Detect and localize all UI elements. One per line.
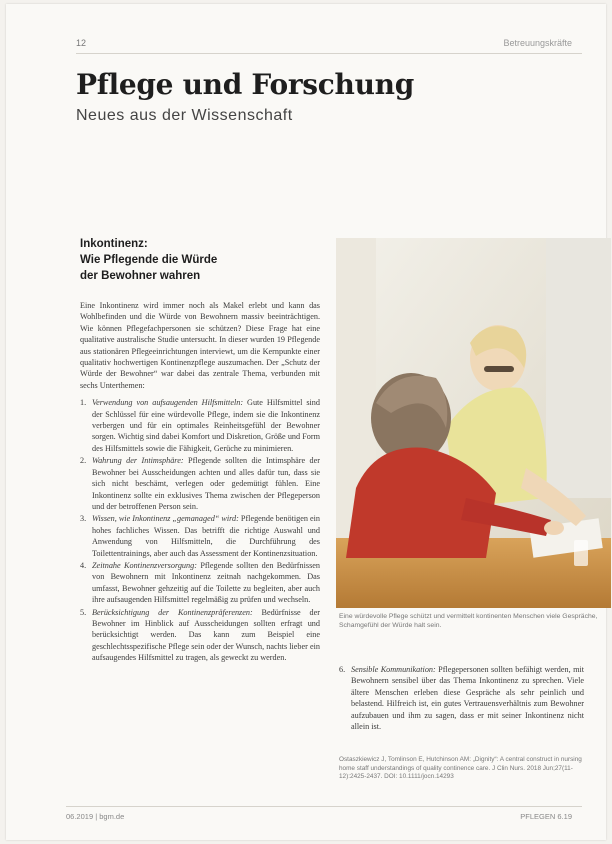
list-item: 5. Berücksichtigung der Kontinenzpräferenzen: Bedürfnisse der Bewohner im Hinblick auf Ausscheidungen sollten erfragt und berücksichtigt werden. Das kann zum Beispiel eine geschlechtsspezifische Pflege sein oder der Wunsch, nachts lieber ein aufsaugendes Hilfsmittel zu tragen, als geweckt zu werden.: [80, 607, 320, 663]
list-item: 2. Wahrung der Intimsphäre: Pflegende sollten die Intimsphäre der Bewohner bei Ausscheidungen achten und alles dafür tun, dass sie sich nicht beschämt, verlegen oder gedemütigt fühlen. Eine Inkontinenz sollte ein exklusives Thema zwischen der Pflegeperson und der betroffenen Person sein.: [80, 456, 320, 511]
article-right-column: [339, 664, 584, 733]
section-label: Betreuungskräfte: [503, 38, 572, 48]
article-photo: [336, 238, 611, 608]
subtopic-list: [80, 397, 320, 663]
list-item: 1. Verwendung von aufsaugenden Hilfsmitteln: Gute Hilfsmittel sind der Schlüssel für eine würdevolle Pflege, indem sie die Inkontinenz verbergen und für ein optimales Reinheitsgefühl der Bewohner sorgen. Wichtig sind dabei Komfort und Diskretion, Größe und Form des Hilfsmittels sowie die Fähigkeit, Gerüche zu minimieren.: [80, 398, 320, 453]
kicker-line-1: Inkontinenz:: [80, 238, 148, 250]
care-scene-illustration: [336, 238, 611, 608]
article-intro: Eine Inkontinenz wird immer noch als Makel erlebt und kann das Wohlbefinden und die Würde von Bewohnern massiv beeinträchtigen. Wie können Pflegefachpersonen sie schützen? Diese Frage hat eine qualitative australische Studie untersucht. In dieser wurden 19 Pflegende aus stationären Pflegeeinrichtungen interviewt, um die Kernpunkte einer qualitativ hochwertigen Kontinenzpflege auszumachen. Der „Schutz der Würde der Bewohner“ war dabei das zentrale Thema, verbunden mit sechs Unterthemen:: [80, 301, 320, 390]
photo-caption: Eine würdevolle Pflege schützt und vermittelt kontinenten Menschen viele Gespräche, Schamgefühl der Würde halt sein.: [339, 613, 598, 629]
list-item: 4. Zeitnahe Kontinenzversorgung: Pflegende sollten den Bedürfnissen von Bewohnern mit Inkontinenz zeitnah nachgekommen. Das umfasst, Bewohner gehzeitig auf die Toilette zu begleiten, aber auch ihre aufsaugenden Hilfsmittel regelmäßig zu prüfen und wechseln.: [80, 560, 320, 605]
list-item: 6. Sensible Kommunikation: Pflegepersonen sollten befähigt werden, mit Bewohnern sensibel über das Thema Inkontinenz zu sprechen. Viele ältere Menschen erleben diese Gespräche als sehr peinlich und belastend. Hilfreich ist, ein gutes Vertrauensverhältnis zum Bewohner aufzubauen und ihm zu sagen, dass er mit seiner Inkontinenz nicht allein ist.: [339, 665, 584, 732]
page-number: 12: [76, 38, 87, 48]
references: Ostaszkiewicz J, Tomlinson E, Hutchinson AM: „Dignity“: A central construct in nursing home staff understandings of quality continence care. J Clin Nurs. 2018 Jun;27(11-12):2425-2437. DOI: 10.1111/jocn.14293: [339, 756, 582, 781]
kicker-line-3: der Bewohner wahren: [80, 270, 201, 282]
footer-left: 06.2019 | bgm.de: [66, 812, 125, 821]
footer-right: PFLEGEN 6.19: [520, 812, 572, 821]
page-title: Pflege und Forschung: [76, 68, 414, 101]
page-subtitle: Neues aus der Wissenschaft: [76, 107, 293, 124]
kicker-line-2: Wie Pflegende die Würde: [80, 254, 218, 266]
article-kicker: [80, 236, 217, 284]
article-left-column: [80, 300, 320, 665]
footer-divider: [66, 806, 582, 807]
header-divider: [76, 53, 582, 54]
list-item: 3. Wissen, wie Inkontinenz „gemanaged“ wird: Pflegende benötigen ein hohes fachliches Wissen. Das betrifft die richtige Auswahl und Anwendung von Hilfsmitteln, die Durchführung des Toilettentrainings, aber auch das Assessment der Kontinenzsituation.: [80, 514, 321, 558]
subtopic-list-continued: [339, 664, 584, 732]
magazine-page: [6, 4, 606, 840]
